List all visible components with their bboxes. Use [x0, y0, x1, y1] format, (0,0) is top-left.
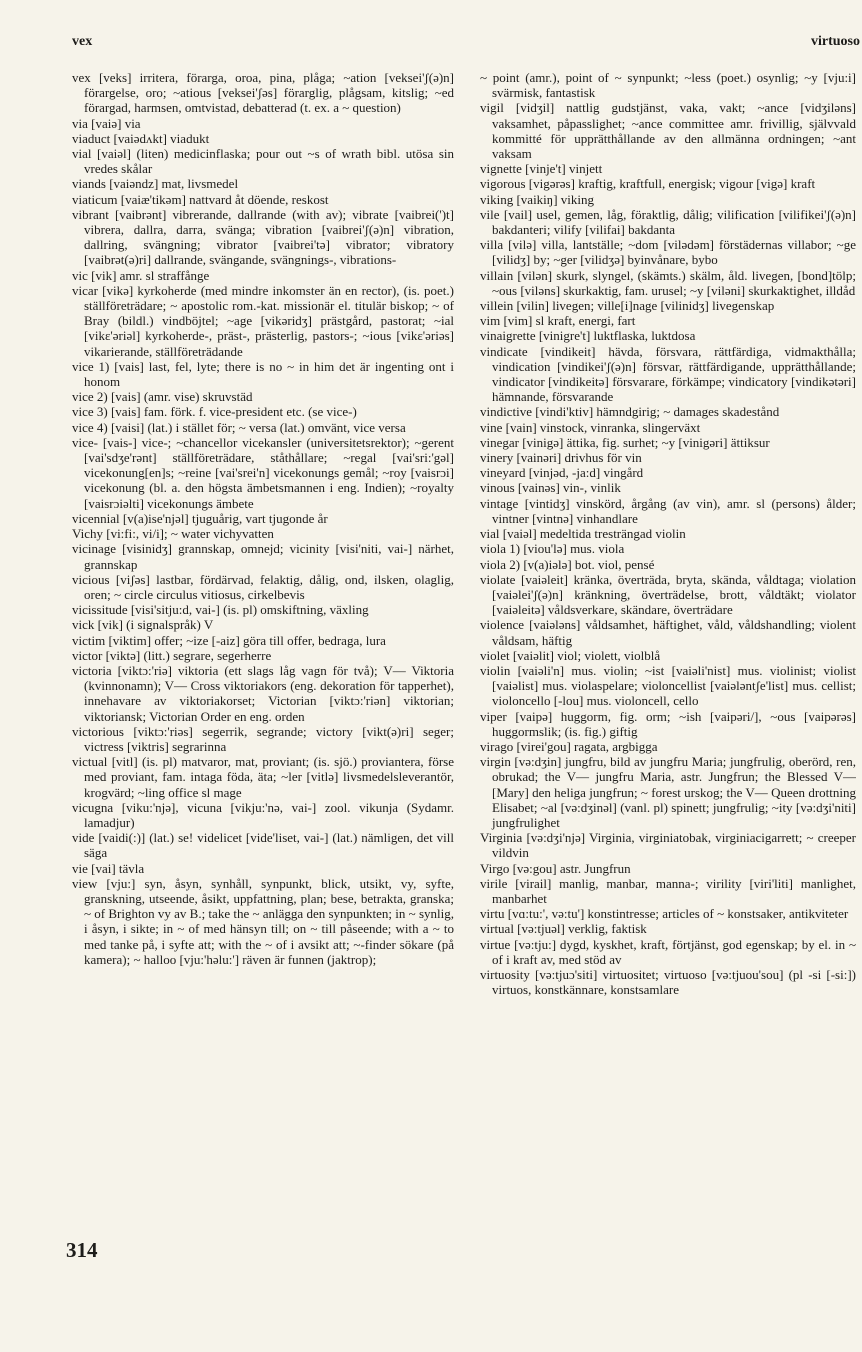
dictionary-entry: virtual [və:tjuəl] verklig, faktisk — [480, 921, 647, 937]
dictionary-entry: viands [vaiəndz] mat, livsmedel — [72, 176, 239, 192]
dictionary-entry: violin [vaiəli'n] mus. violin; ~ist [vaiəli'nist] mus. violinist; violist [vaiəlist] mus. violaspelare; violoncellist [vaiələntʃe'list] mus. cellist; violoncello [-lou] mus. violoncell, cello — [480, 662, 856, 709]
running-header — [72, 34, 860, 54]
dictionary-entry: virtue [və:tju:] dygd, kyskhet, kraft, förtjänst, god egenskap; by el. in ~ of i kraft av, med stöd av — [480, 936, 856, 967]
dictionary-entry: vice 1) [vais] last, fel, lyte; there is no ~ in him det är ingenting ont i honom — [72, 358, 454, 390]
dictionary-entry: vinery [vainəri] drivhus för vin — [480, 450, 642, 466]
guide-word-right: virtuoso — [811, 34, 860, 49]
dictionary-entry: view [vju:] syn, åsyn, synhåll, synpunkt, blick, utsikt, vy, syfte, granskning, utseende, åsikt, uppfattning, plan; bese, betrakta, granska; ~ of Brighton vy av B.; take the ~ anlägga den synpunkten; in ~ synlig, i åsyn, i sikte; in ~ of med hänsyn till; on ~ till påseende; with a ~ to med tanke på, i syfte att; with the ~ of i avsikt att; ~-finder sökare (på kamera); ~ halloo [vju:'həlu:'] räven är funnen (jaktrop); — [72, 875, 454, 967]
dictionary-entry: vinous [vainəs] vin-, vinlik — [480, 480, 621, 496]
dictionary-entry: virtu [vɑ:tu:', və:tu'] konstintresse; articles of ~ konstsaker, antikviteter — [480, 906, 849, 922]
dictionary-entry: vindictive [vindi'ktiv] hämndgirig; ~ damages skadestånd — [480, 404, 780, 420]
dictionary-entry: victim [viktim] offer; ~ize [-aiz] göra till offer, bedraga, lura — [72, 632, 386, 648]
dictionary-entry: vinaigrette [vinigre't] luktflaska, luktdosa — [480, 328, 696, 344]
dictionary-entry: vignette [vinje't] vinjett — [480, 161, 603, 177]
dictionary-entry: virago [virei'gou] ragata, argbigga — [480, 738, 658, 754]
dictionary-entry: vice- [vais-] vice-; ~chancellor vicekansler (universitetsrektor); ~gerent [vai'sdʒe'rənt] ställföreträdare, ståthållare; ~regal [vai'sri:'gəl] vicekonung[en]s; ~reine [vai'srei'n] vicekonungs gemål; ~roy [vaisrɔi] vicekonung (bl. a. den högsta ämbetsmannen i eng. Indien); ~royalty [vaisrɔiəlti] vicekonungs ämbete — [72, 434, 454, 511]
dictionary-entry: viola 1) [viou'lə] mus. viola — [480, 541, 625, 557]
dictionary-entry: vintage [vintidʒ] vinskörd, årgång (av vin), amr. sl (persons) ålder; vintner [vintnə] vinhandlare — [480, 495, 856, 526]
dictionary-entry: vineyard [vinjəd, -ja:d] vingård — [480, 465, 644, 481]
dictionary-entry: viola 2) [v(a)iələ] bot. viol, pensé — [480, 556, 655, 572]
dictionary-entry: Virgo [və:gou] astr. Jungfrun — [480, 860, 631, 876]
dictionary-entry: vim [vim] sl kraft, energi, fart — [480, 313, 636, 329]
dictionary-entry: vice 4) [vaisi] (lat.) i stället för; ~ versa (lat.) omvänt, vice versa — [72, 419, 406, 435]
guide-word-left: vex — [72, 34, 93, 49]
dictionary-entry: vinegar [vinigə] ättika, fig. surhet; ~y [vinigəri] ättiksur — [480, 434, 770, 450]
dictionary-entry: viking [vaikiŋ] viking — [480, 191, 595, 207]
dictionary-entry: violet [vaiəlit] viol; violett, violblå — [480, 647, 661, 663]
dictionary-entry: vial [vaiəl] (liten) medicinflaska; pour out ~s of wrath bibl. utösa sin vredes skålar — [72, 146, 454, 177]
dictionary-entry: vicugna [viku:'njə], vicuna [vikju:'nə, vai-] zool. vikunja (Sydamr. lamadjur) — [72, 799, 454, 830]
dictionary-entry: vigil [vidʒil] nattlig gudstjänst, vaka, vakt; ~ance [vidʒiləns] vaksamhet, påpasslighet; ~ance committee amr. frivillig, självvald kommitté för upprätthållande av den allmänna ordningen; ~ant vaksam — [480, 100, 856, 162]
dictionary-entry: villein [vilin] livegen; ville[i]nage [vilinidʒ] livegenskap — [480, 298, 775, 314]
right-column — [480, 70, 856, 1235]
dictionary-entry: vicinage [visinidʒ] grannskap, omnejd; vicinity [visi'niti, vai-] närhet, grannskap — [72, 541, 454, 572]
dictionary-entry: victoria [viktɔ:'riə] viktoria (ett slags låg vagn för två); V— Viktoria (kvinnonamn); V— Cross viktoriakors (eng. dekoration för tapperhet), innehavare av viktoriakorset; Victorian [viktɔ:'riən] viktorian; viktoriansk; Victorian Order en eng. orden — [72, 662, 454, 724]
dictionary-entry: Vichy [vi:fi:, vi/i]; ~ water vichyvatten — [72, 526, 274, 542]
dictionary-entry: vicennial [v(a)ise'njəl] tjuguårig, vart tjugonde år — [72, 510, 328, 526]
dictionary-entry: vie [vai] tävla — [72, 860, 145, 876]
dictionary-entry: viper [vaipə] huggorm, fig. orm; ~ish [vaipəri/], ~ous [vaipərəs] huggormslik; (is. fig.) giftig — [480, 708, 856, 739]
dictionary-entry: viaticum [vaiæ'tikəm] nattvard åt döende, reskost — [72, 191, 329, 207]
dictionary-entry: vile [vail] usel, gemen, låg, föraktlig, dålig; vilification [vilifikei'ʃ(ə)n] bakdanteri; vilify [vilifai] bakdanta — [480, 206, 856, 238]
dictionary-entry: vicious [viʃəs] lastbar, fördärvad, felaktig, dålig, ond, ilsken, olaglig, oren; ~ circle circulus vitiosus, cirkelbevis — [72, 571, 454, 602]
dictionary-entry: ~ point (amr.), point of ~ synpunkt; ~less (poet.) osynlig; ~y [vju:i] svärmisk, fantastisk — [480, 70, 856, 101]
dictionary-entry: vic [vik] amr. sl straffånge — [72, 267, 210, 283]
dictionary-entry: vindicate [vindikeit] hävda, försvara, rättfärdiga, vidmakthålla; vindication [vindikei'ʃ(ə)n] försvar, rättfärdigande, upprätthållande; vindicator [vindikeitə] försvarare, förkämpe; vindicatory [vindikətəri] hämnande, försvarande — [480, 343, 856, 405]
left-column — [72, 70, 454, 1235]
dictionary-entry: vice 3) [vais] fam. förk. f. vice-president etc. (se vice-) — [72, 404, 357, 420]
dictionary-entry: virgin [və:dʒin] jungfru, bild av jungfru Maria; jungfrulig, oberörd, ren, obrukad; the V— jungfru Maria, astr. Jungfrun; the Blessed V— [Mary] den heliga jungfrun; ~ forest urskog; the V— Queen drottning Elisabet; ~al [və:dʒinəl] (vanl. pl) spinett; jungfrulig; ~ity [və:dʒi'niti] jungfrulighet — [480, 754, 856, 830]
dictionary-entry: vine [vain] vinstock, vinranka, slingerväxt — [480, 419, 701, 435]
page-number: 314 — [66, 1238, 98, 1262]
dictionary-entry: vial [vaiəl] medeltida tresträngad violin — [480, 526, 686, 542]
dictionary-entry: vex [veks] irritera, förarga, oroa, pina, plåga; ~ation [veksei'ʃ(ə)n] förargelse, oro; ~atious [veksei'ʃəs] förarglig, plågsam, kitslig; ~ed förargad, harmsen, omtvistad, debatterad (t. ex. a ~ question) — [72, 70, 454, 116]
dictionary-entry: villain [vilən] skurk, slyngel, (skämts.) skälm, åld. livegen, [bond]tölp; ~ous [viləns] skurkaktig, fam. urusel; ~y [viləni] skurkaktighet, illdåd — [480, 267, 856, 298]
dictionary-entry: vick [vik] (i signalspråk) V — [72, 617, 214, 633]
dictionary-entry: victor [viktə] (litt.) segrare, segerherre — [72, 647, 272, 663]
dictionary-entry: vide [vaidi(:)] (lat.) se! videlicet [vide'liset, vai-] (lat.) nämligen, det vill säga — [72, 830, 454, 861]
dictionary-entry: vicissitude [visi'sitju:d, vai-] (is. pl) omskiftning, växling — [72, 602, 369, 618]
dictionary-entry: virile [virail] manlig, manbar, manna-; virility [viri'liti] manlighet, manbarhet — [480, 875, 856, 906]
dictionary-entry: victual [vitl] (is. pl) matvaror, mat, proviant; (is. sjö.) proviantera, förse med proviant, fam. intaga föda, äta; ~ler [vitlə] livsmedelsleverantör, krogvärd; ~ling office sl mage — [72, 754, 454, 800]
dictionary-entry: Virginia [və:dʒi'njə] Virginia, virginiatobak, virginiacigarrett; ~ creeper vildvin — [480, 830, 856, 861]
dictionary-entry: viaduct [vaiədʌkt] viadukt — [72, 130, 210, 146]
dictionary-entry: vigorous [vigərəs] kraftig, kraftfull, energisk; vigour [vigə] kraft — [480, 176, 816, 192]
dictionary-entry: vibrant [vaibrənt] vibrerande, dallrande (with av); vibrate [vaibrei(')t] vibrera, dallra, darra, svänga; vibration [vaibrei'ʃ(ə)n] vibration, dallring, svängning; vibrator [vaibrei'tə] vibrator; vibratory [vaibrət(ə)ri] dallrande, svängande, svängnings-, vibrations- — [72, 206, 454, 268]
dictionary-entry: virtuosity [və:tjuɔ'siti] virtuositet; virtuoso [və:tjuou'sou] (pl -si [-si:]) virtuos, konstkännare, konstsamlare — [480, 966, 856, 998]
dictionary-entry: vice 2) [vais] (amr. vise) skruvstäd — [72, 389, 253, 405]
dictionary-entry: violence [vaiələns] våldsamhet, häftighet, våld, våldshandling; violent våldsam, häftig — [480, 617, 856, 648]
dictionary-entry: vicar [vikə] kyrkoherde (med mindre inkomster än en rector), (is. poet.) ställföreträdare; ~ apostolic rom.-kat. missionär el. titulär biskop; ~ of Bray (bildl.) vindböjtel; ~age [vikəridʒ] prästgård, pastorat; ~ial [vikɛ'əriəl] kyrkoherde-, präst-, prästerlig, pastors-; ~ious [vikɛ'əriəs] vikarierande, ställföreträdande — [72, 282, 454, 359]
dictionary-entry: villa [vilə] villa, lantställe; ~dom [vilədəm] förstädernas villabor; ~ge [vilidʒ] by; ~ger [vilidʒə] byinvånare, bybo — [480, 237, 856, 268]
dictionary-entry: victorious [viktɔ:'riəs] segerrik, segrande; victory [vikt(ə)ri] seger; victress [viktris] segrarinna — [72, 723, 454, 754]
dictionary-entry: via [vaiə] via — [72, 115, 141, 131]
dictionary-entry: violate [vaiəleit] kränka, överträda, bryta, skända, våldtaga; violation [vaiəlei'ʃ(ə)n] kränkning, överträdelse, brott, våldtäkt; violator [vaiəleitə] våldsverkare, skändare, överträdare — [480, 571, 856, 618]
